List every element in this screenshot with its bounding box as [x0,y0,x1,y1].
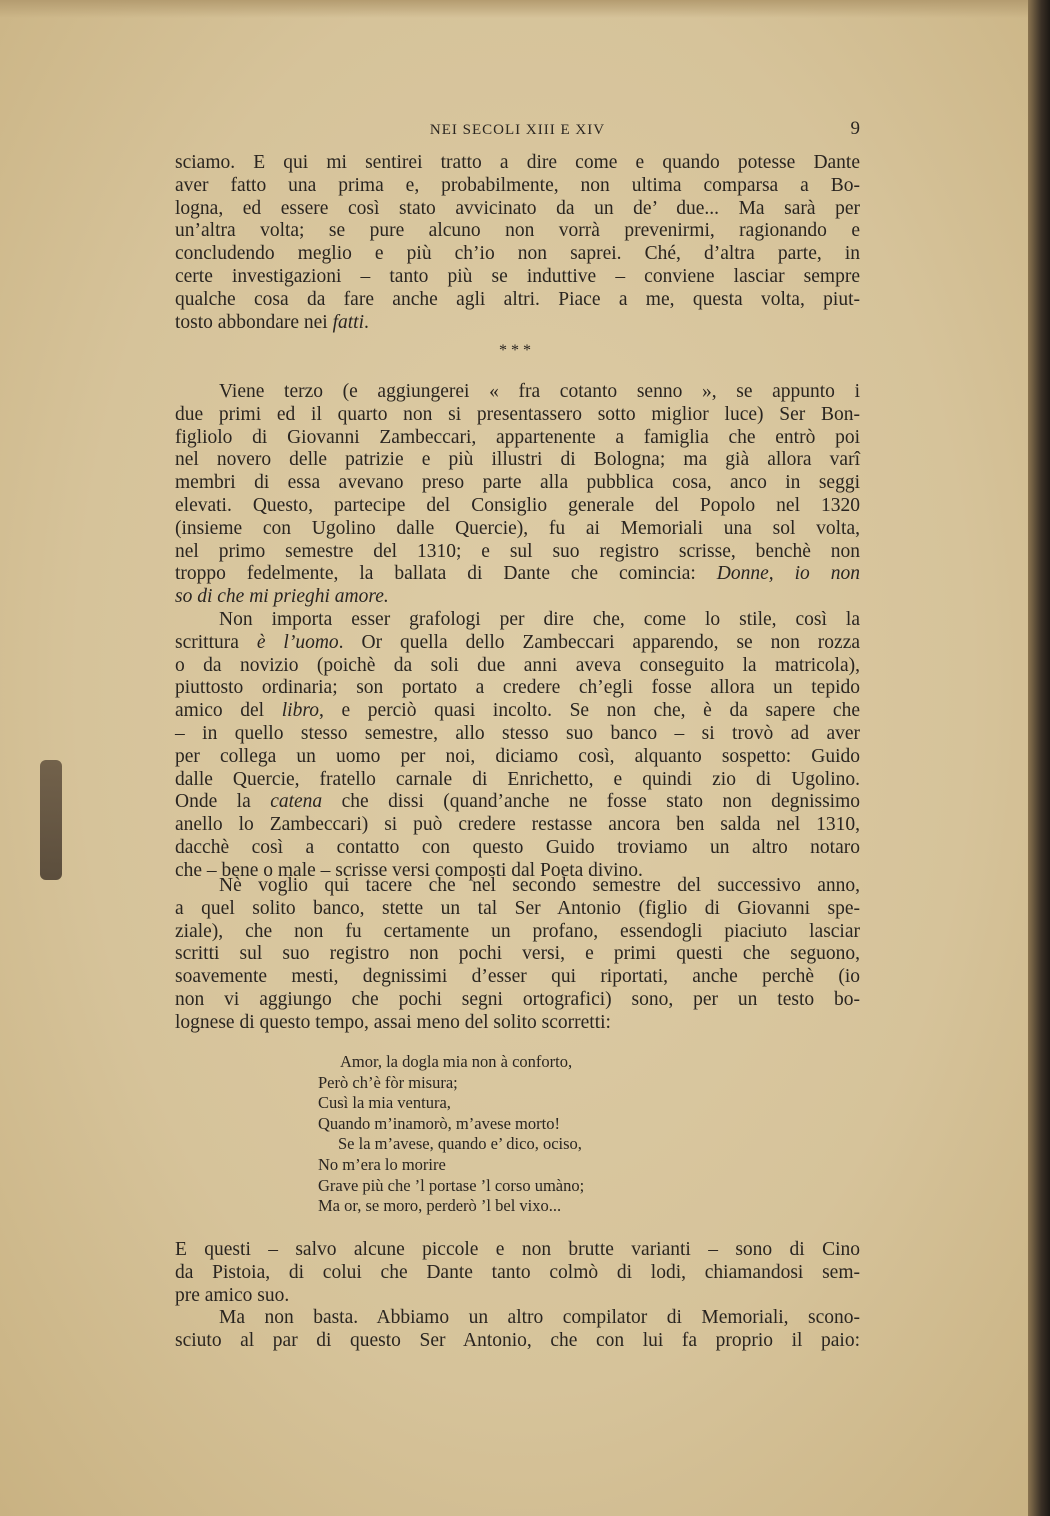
text-line: Non importa esser grafologi per dire che, come lo stile, così la [219,609,860,630]
text-line: sciuto al par di questo Ser Antonio, che con lui fa proprio il paio: [175,1329,860,1351]
text-line: Nè voglio qui tacere che nel secondo semestre del successivo anno, [219,875,860,896]
text-line: membri di essa avevano preso parte alla pubblica cosa, anco in seggi [175,472,860,494]
text-line: elevati. Questo, partecipe del Consiglio generale del Popolo nel 1320 [175,494,860,516]
text-line: qualche cosa da fare anche agli altri. Piace a me, questa volta, piut- [175,288,860,310]
text-line [175,586,860,609]
text-line: certe investigazioni – tanto più se induttive – conviene lasciar sempre [175,265,860,287]
section-separator [495,342,535,359]
text-line [175,791,860,814]
paragraph-5 [175,1239,860,1307]
text-line: nel primo semestre del 1310; e sul suo registro scrisse, benchè non [175,540,860,562]
paragraph-4 [175,875,860,1035]
text-line [175,632,860,655]
poem-line: Cusì la mia ventura, [318,1093,451,1113]
text-line: o da novizio (poichè da soli due anni aveva conseguito la matricola), [175,654,860,676]
poem-quotation [318,1052,584,1217]
text-span: tosto abbondare nei [175,311,333,333]
poem-line: Però ch’è fòr misura; [318,1072,458,1092]
text-line: sciamo. E qui mi sentirei tratto a dire come e quando potesse Dante [175,152,860,173]
text-line: non vi aggiungo che pochi segni ortografici) sono, per un testo bo- [175,988,860,1010]
text-line: dacchè così a contatto con questo Guido troviamo un altro notaro [175,836,860,858]
paragraph-1 [175,152,860,334]
text-line: per collega un uomo per noi, diciamo così, alquanto sospetto: Guido [175,745,860,767]
text-line: due primi ed il quarto non si presentassero sotto miglior luce) Ser Bon- [175,403,860,425]
text-span: troppo fedelmente, la ballata di Dante che comincia: [175,563,717,585]
text-line [175,312,860,335]
text-line: E questi – salvo alcune piccole e non brutte varianti – sono di Cino [175,1239,860,1260]
text-line: un’altra volta; se pure alcuno non vorrà prevenirmi, ragionando e [175,220,860,242]
page-number: 9 [850,118,860,139]
text-line: – in quello stesso semestre, allo stesso suo banco – si trovò ad aver [175,722,860,744]
poem-line: Ma or, se moro, perderò ’l bel vixo... [318,1196,562,1216]
poem-line: Grave più che ’l portase ’l corso umàno; [318,1175,585,1195]
text-span: che dissi (quand’anche ne fosse stato non degnissimo [322,791,860,813]
text-line: da Pistoia, di colui che Dante tanto colmò di lodi, chiamandosi sem- [175,1261,860,1283]
paragraph-2 [175,381,860,609]
page-binding-edge [1028,0,1050,1516]
text-line: (insieme con Ugolino dalle Quercie), fu ai Memoriali una sol volta, [175,517,860,539]
text-line [175,700,860,723]
text-line: logna, ed essere così stato avvicinato da un de’ due... Ma sarà per [175,197,860,219]
italic-text: Donne, io non [716,563,860,585]
text-line: aver fatto una prima e, probabilmente, non ultima comparsa a Bo- [175,174,860,196]
text-line: Ma non basta. Abbiamo un altro compilator di Memoriali, scono- [219,1307,860,1328]
text-line: concludendo meglio e più ch’io non saprei. Ché, d’altra parte, in [175,243,860,265]
text-span: amico del [175,700,282,722]
poem-line: Se la m’avese, quando e’ dico, ociso, [338,1134,582,1154]
asterism: * * * [499,342,531,359]
text-span: Onde la [175,791,271,813]
page-top-shadow [0,0,1050,18]
italic-text: so di che mi prieghi amore. [175,586,389,608]
text-span: . [338,631,362,653]
paragraph-6 [175,1307,860,1353]
poem-line: Amor, la dogla mia non à conforto, [340,1052,573,1071]
text-line: dalle Quercie, fratello carnale di Enrichetto, e quindi zio di Ugolino. [175,768,860,790]
running-title: NEI SECOLI XIII E XIV [429,122,606,138]
italic-text: catena [270,791,323,813]
text-line: soavemente mesti, degnissimi d’esser qui riportati, anche perchè (io [175,966,860,988]
text-line: figliolo di Giovanni Zambeccari, appartenente a famiglia che entrò poi [175,426,860,448]
text-line: lognese di questo tempo, assai meno del solito scorretti: [175,1011,611,1033]
text-span: . [364,311,369,333]
paragraph-3 [175,609,860,883]
text-line: che – bene o male – scrisse versi composti dal Poeta divino. [175,859,643,881]
page-header [175,118,860,142]
text-line: anello lo Zambeccari) si può credere restasse ancora ben salda nel 1310, [175,814,860,836]
text-line: Viene terzo (e aggiungerei « fra cotanto senno », se appunto i [219,381,860,402]
italic-text: fatti [332,311,365,333]
text-span: scrittura [175,631,257,653]
italic-text: libro [281,700,319,722]
text-line: nel novero delle patrizie e più illustri di Bologna; ma già allora varî [175,449,860,471]
text-line: piuttosto ordinaria; son portato a credere ch’egli fosse allora un tepido [175,677,860,699]
text-line [175,563,860,586]
text-span: Or quella dello Zambeccari apparendo, se non rozza [361,631,861,653]
poem-line: Quando m’inamorò, m’avese morto! [318,1113,560,1133]
italic-text: è l’uomo [256,631,339,653]
poem-line: No m’era lo morire [318,1154,446,1174]
text-line: pre amico suo. [175,1284,290,1306]
text-line: ziale), che non fu certamente un profano, essendogli piaciuto lasciar [175,920,860,942]
text-span: , e perciò quasi incolto. Se non che, è da sapere che [318,700,860,722]
page-stain [40,760,62,880]
text-line: a quel solito banco, stette un tal Ser Antonio (figlio di Giovanni spe- [175,897,860,919]
text-line: scritti sul suo registro non pochi versi, e primi questi che seguono, [175,943,860,965]
